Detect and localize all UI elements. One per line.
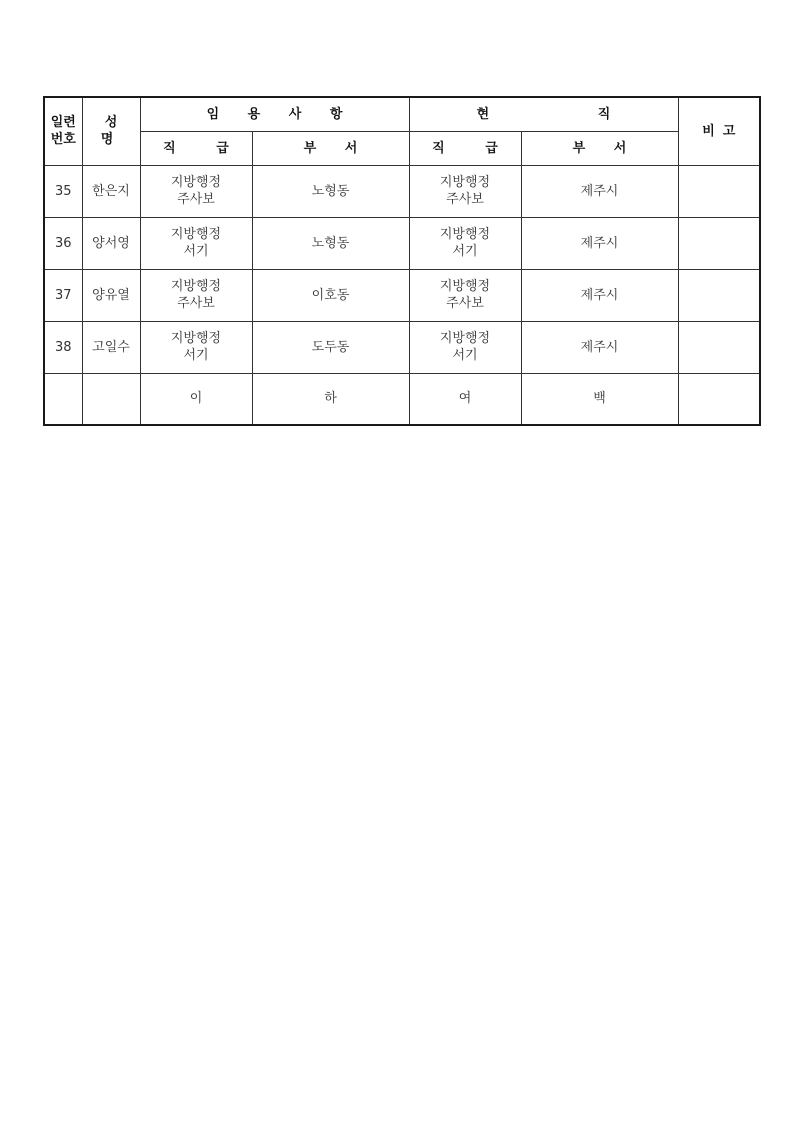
current-rank: 지방행정 주사보 — [409, 269, 521, 321]
current-dept: 제주시 — [521, 165, 678, 217]
table-row — [44, 269, 760, 321]
current-rank: 지방행정 주사보 — [409, 165, 521, 217]
row-name: 고일수 — [82, 321, 140, 373]
table-row — [44, 165, 760, 217]
remarks-cell — [678, 217, 760, 269]
appointment-dept: 노형동 — [252, 165, 409, 217]
serial-header-line2: 번호 — [50, 132, 76, 148]
footer-row — [44, 373, 760, 425]
footer-text-4: 백 — [521, 373, 678, 425]
appointment-rank: 지방행정 주사보 — [140, 165, 252, 217]
current-rank: 지방행정 서기 — [409, 217, 521, 269]
row-number: 38 — [44, 321, 82, 373]
footer-text-3: 여 — [409, 373, 521, 425]
footer-empty-2 — [82, 373, 140, 425]
remarks-cell — [678, 269, 760, 321]
name-header: 성 명 — [82, 97, 140, 165]
appointment-dept: 이호동 — [252, 269, 409, 321]
remarks-cell — [678, 165, 760, 217]
current-dept: 제주시 — [521, 269, 678, 321]
header-row-1 — [44, 97, 760, 131]
appointment-rank: 지방행정 주사보 — [140, 269, 252, 321]
current-rank-header: 직 급 — [409, 131, 521, 165]
footer-text-1: 이 — [140, 373, 252, 425]
appointment-rank-header: 직 급 — [140, 131, 252, 165]
row-name: 양서영 — [82, 217, 140, 269]
current-position-header: 현 직 — [409, 97, 678, 131]
footer-empty-1 — [44, 373, 82, 425]
remarks-cell — [678, 321, 760, 373]
serial-number-header — [44, 97, 82, 165]
table-row — [44, 217, 760, 269]
current-rank: 지방행정 서기 — [409, 321, 521, 373]
row-number: 37 — [44, 269, 82, 321]
appointment-roster-table — [43, 96, 761, 426]
current-dept: 제주시 — [521, 217, 678, 269]
appointment-dept: 노형동 — [252, 217, 409, 269]
row-name: 양유열 — [82, 269, 140, 321]
header-row-2 — [44, 131, 760, 165]
appointment-dept: 도두동 — [252, 321, 409, 373]
current-dept-header: 부 서 — [521, 131, 678, 165]
appointment-dept-header: 부 서 — [252, 131, 409, 165]
footer-text-2: 하 — [252, 373, 409, 425]
appointment-rank: 지방행정 서기 — [140, 321, 252, 373]
current-dept: 제주시 — [521, 321, 678, 373]
table-row — [44, 321, 760, 373]
serial-header-line1: 일련 — [50, 115, 76, 131]
row-number: 35 — [44, 165, 82, 217]
appointment-rank: 지방행정 서기 — [140, 217, 252, 269]
appointment-header: 임 용 사 항 — [140, 97, 409, 131]
footer-empty-3 — [678, 373, 760, 425]
row-number: 36 — [44, 217, 82, 269]
row-name: 한은지 — [82, 165, 140, 217]
remarks-header: 비고 — [678, 97, 760, 165]
